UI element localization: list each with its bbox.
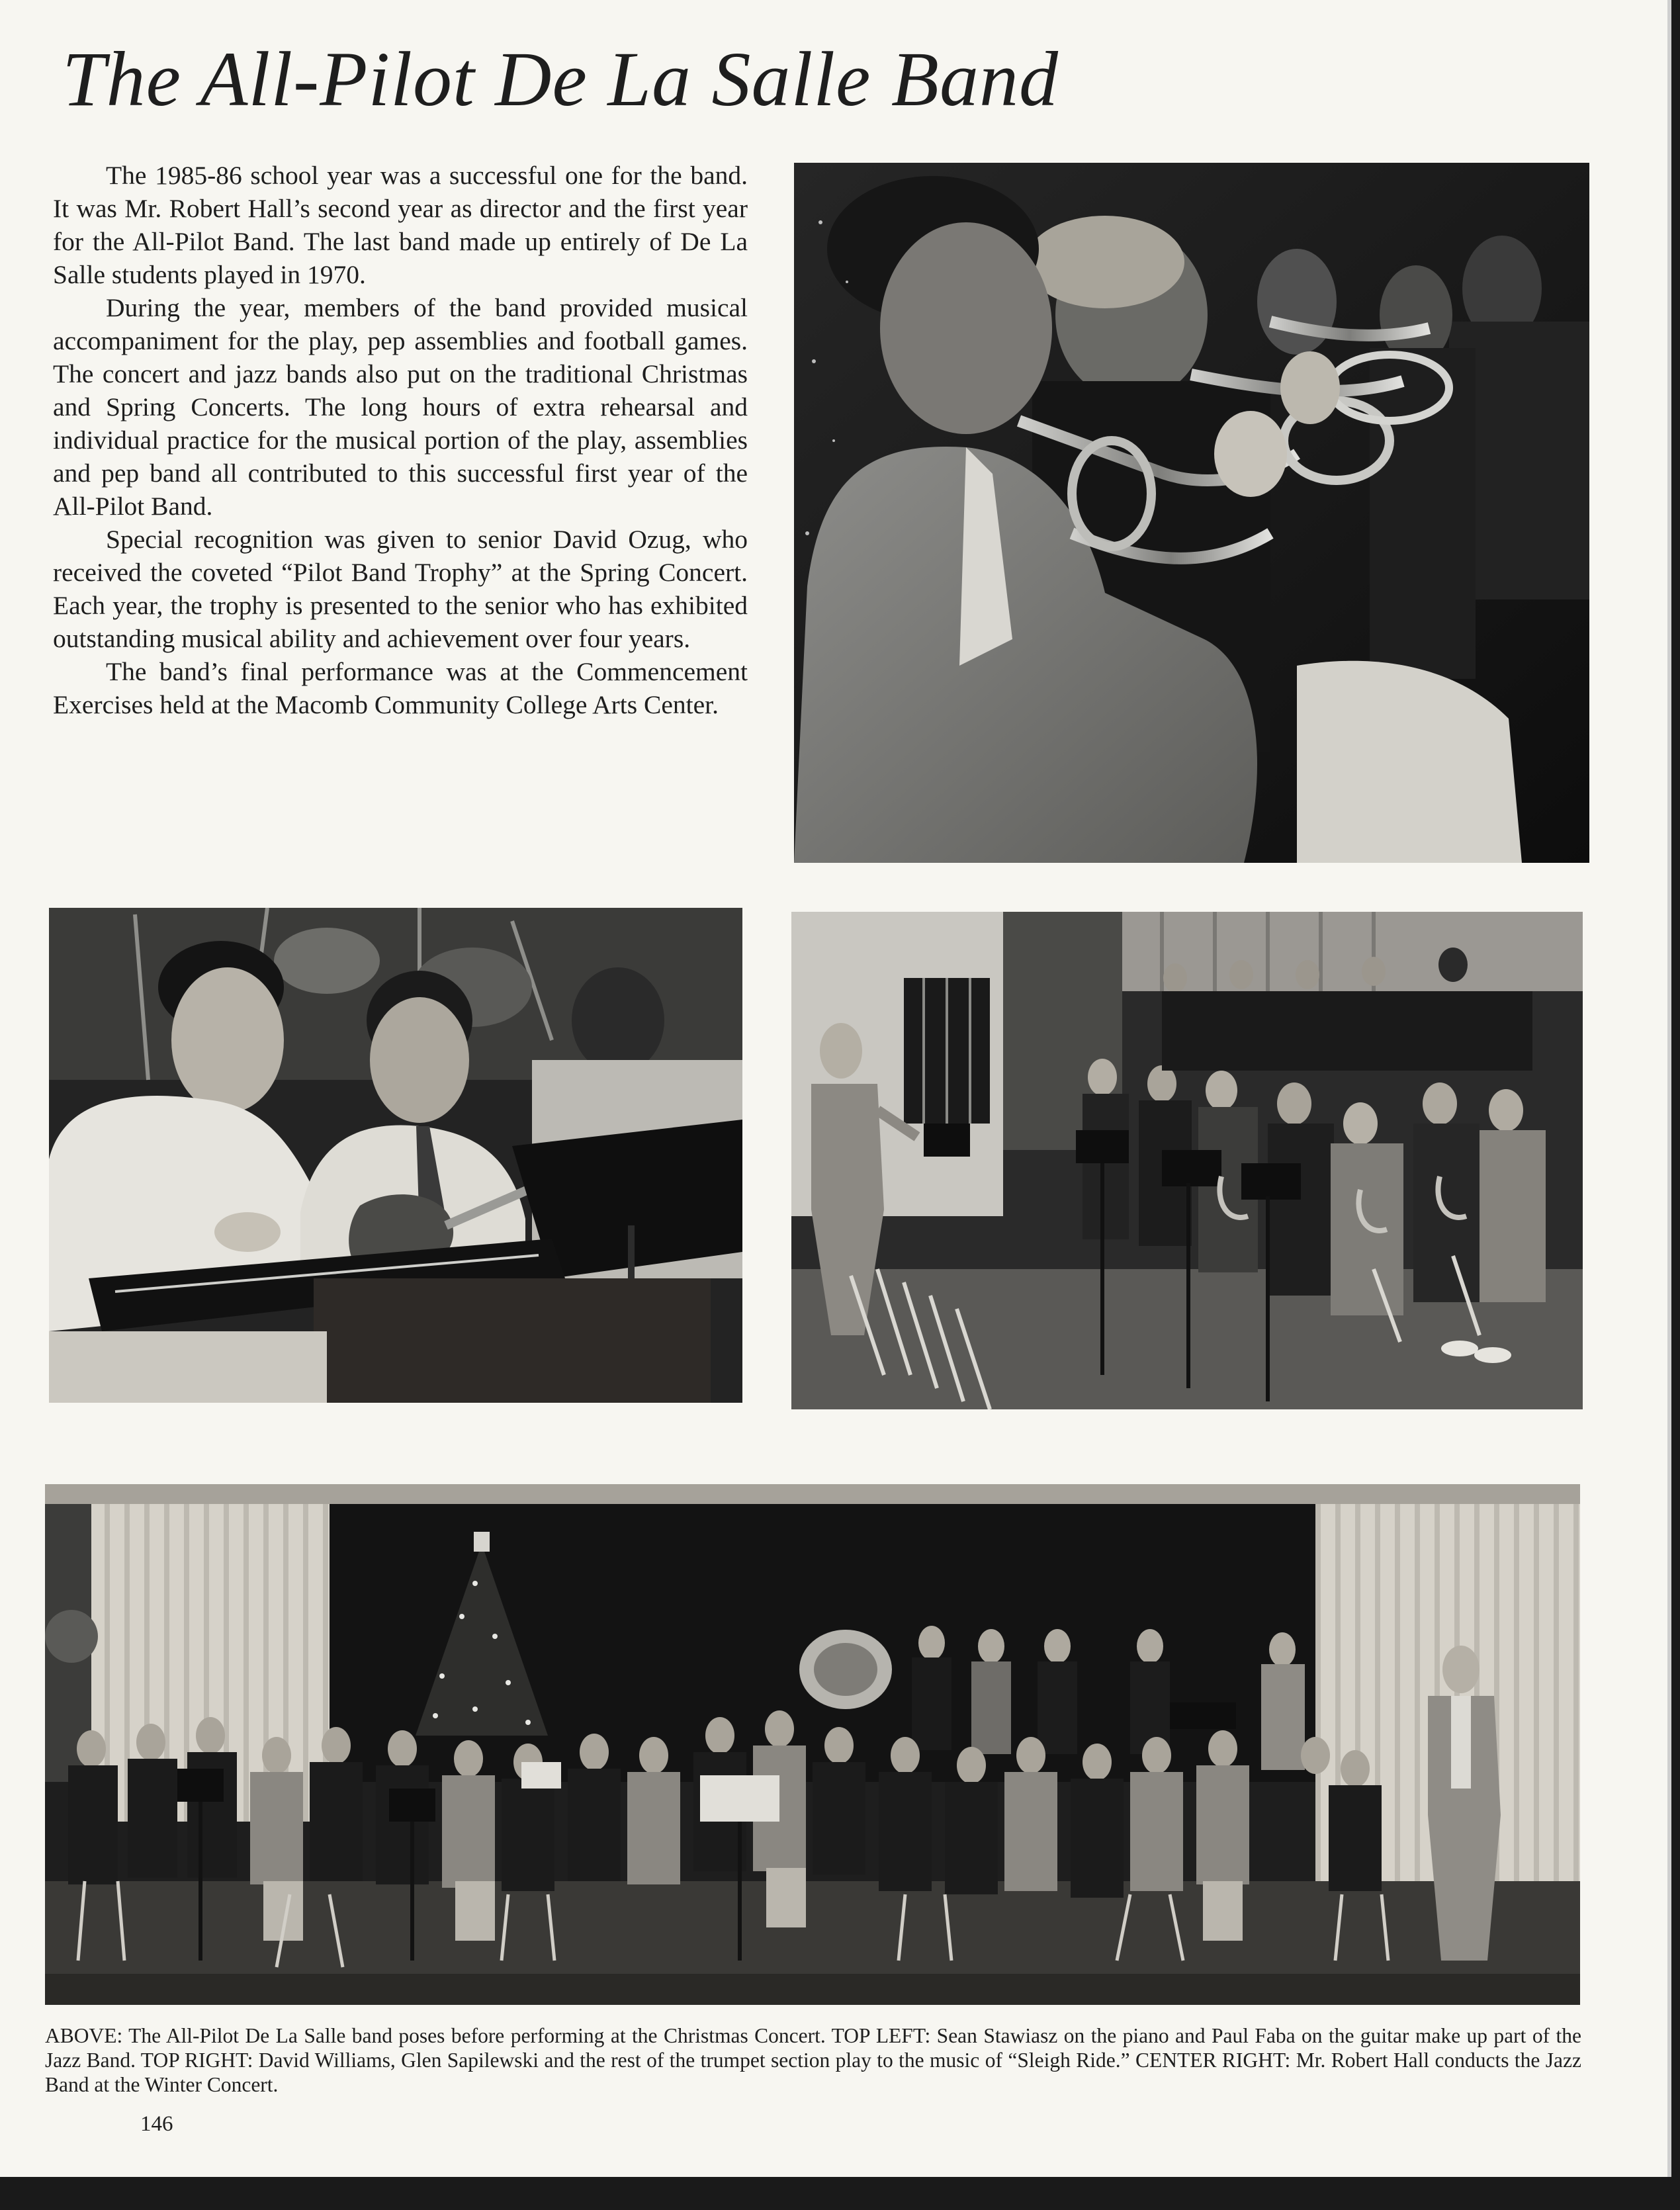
article-paragraph: The band’s final performance was at the Commencement Exercises held at the Macomb Community College Arts Center. <box>53 657 748 719</box>
photo-piano-guitar-image <box>49 908 742 1403</box>
article-paragraph: The 1985-86 school year was a successful one for the band. It was Mr. Robert Hall’s second year as director and the first year for the All-Pilot Band. The last band made up entirely of De La Salle students played in 1970. <box>53 161 748 289</box>
article-body <box>53 159 748 721</box>
photo-trumpet-section-image <box>794 163 1589 863</box>
photo-jazz-band-image <box>791 912 1583 1409</box>
photo-trumpet-section <box>794 163 1589 863</box>
article-paragraph: During the year, members of the band provided musical accompaniment for the play, pep assemblies and football games. The concert and jazz bands also put on the traditional Christmas and Spring Concerts. The long hours of extra rehearsal and individual practice for the musical portion of the play, assemblies and pep band all contributed to this successful first year of the All-Pilot Band. <box>53 293 748 521</box>
page-title: The All-Pilot De La Salle Band <box>62 36 1059 122</box>
article-paragraph: Special recognition was given to senior David Ozug, who received the coveted “Pilot Band Trophy” at the Spring Concert. Each year, the trophy is presented to the senior who has exhibited outstanding musical ability and achievement over four years. <box>53 525 748 653</box>
photo-piano-guitar <box>49 908 742 1403</box>
photo-jazz-band <box>791 912 1583 1409</box>
photo-caption: ABOVE: The All-Pilot De La Salle band poses before performing at the Christmas Concert. TOP LEFT: Sean Stawiasz on the piano and Paul Faba on the guitar make up part of the Jazz Band. TOP RIGHT: David Williams, Glen Sapilewski and the rest of the trumpet section play to the music of “Sleigh Ride.” CENTER RIGHT: Mr. Robert Hall conducts the Jazz Band at the Winter Concert. <box>45 2024 1581 2096</box>
photo-full-band <box>45 1484 1580 2005</box>
photo-full-band-image <box>45 1484 1580 2005</box>
page-number: 146 <box>140 2112 173 2136</box>
